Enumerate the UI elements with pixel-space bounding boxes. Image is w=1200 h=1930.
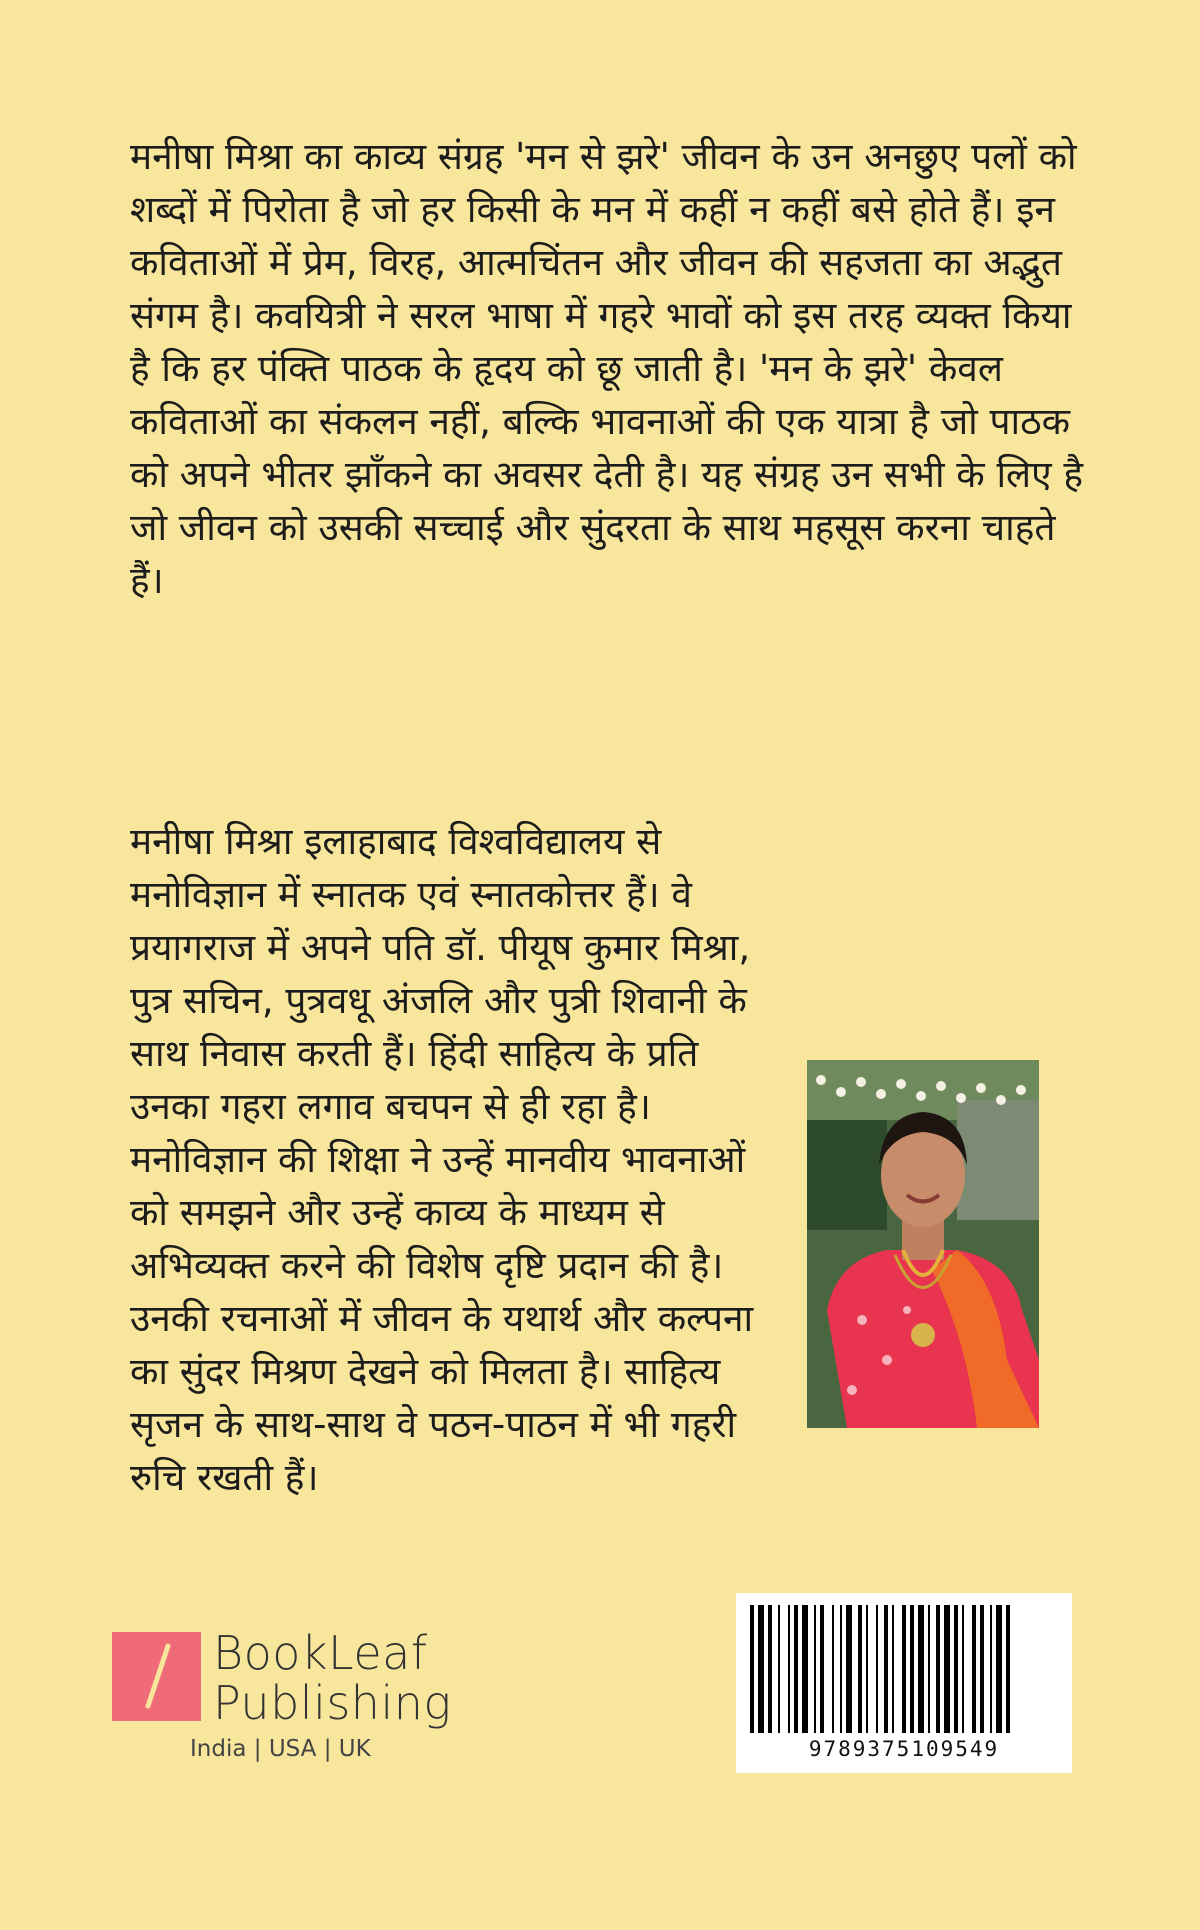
barcode-bar — [788, 1605, 790, 1733]
barcode-bar — [840, 1605, 842, 1733]
barcode-bar — [902, 1605, 906, 1733]
barcode-bar — [972, 1605, 976, 1733]
publisher-name-line2: Publishing — [213, 1676, 452, 1730]
book-blurb: मनीषा मिश्रा का काव्य संग्रह 'मन से झरे' जीवन के उन अनछुए पलों को शब्दों में पिरोता है जो हर किसी के मन में कहीं न कहीं बसे होते हैं। इन कविताओं में प्रेम, विरह, आत्मचिंतन और जीवन की सहजता का अद्भुत संगम है। कवयित्री ने सरल भाषा में गहरे भावों को इस तरह व्यक्त किया है कि हर पंक्ति पाठक के हृदय को छू जाती है। 'मन के झरे' केवल कविताओं का संकलन नहीं, बल्कि भावनाओं की एक यात्रा है जो पाठक को अपने भीतर झाँकने का अवसर देती है। यह संग्रह उन सभी के लिए है जो जीवन को उसकी सच्चाई और सुंदरता के साथ महसूस करना चाहते हैं। — [130, 135, 1084, 602]
barcode-bar — [814, 1605, 816, 1733]
barcode-bar — [832, 1605, 834, 1733]
publisher-name-line1: BookLeaf — [213, 1626, 428, 1680]
barcode-bar — [928, 1605, 930, 1733]
barcode-bar — [980, 1605, 984, 1733]
author-photo — [807, 1060, 1039, 1428]
barcode-bar — [936, 1605, 940, 1733]
barcode-bar — [802, 1605, 808, 1733]
publisher-logo-block — [112, 1628, 452, 1768]
barcode-bar — [962, 1605, 964, 1733]
barcode-bar — [990, 1605, 992, 1733]
barcode-bar — [858, 1605, 862, 1733]
barcode-bar — [876, 1605, 878, 1733]
isbn-number: 9789375109549 — [808, 1737, 1000, 1761]
barcode-bar — [846, 1605, 852, 1733]
barcode-bar — [768, 1605, 772, 1733]
slash-icon — [138, 1642, 178, 1710]
author-bio: मनीषा मिश्रा इलाहाबाद विश्वविद्यालय से मनोविज्ञान में स्नातक एवं स्नातकोत्तर हैं। वे प्रयागराज में अपने पति डॉ. पीयूष कुमार मिश्रा, पुत्र सचिन, पुत्रवधू अंजलि और पुत्री शिवानी के साथ निवास करती हैं। हिंदी साहित्य के प्रति उनका गहरा लगाव बचपन से ही रहा है। मनोविज्ञान की शिक्षा ने उन्हें मानवीय भावनाओं को समझने और उन्हें काव्य के माध्यम से अभिव्यक्त करने की विशेष दृष्टि प्रदान की है। उनकी रचनाओं में जीवन के यथार्थ और कल्पना का सुंदर मिश्रण देखने को मिलता है। साहित्य सृजन के साथ-साथ वे पठन-पाठन में भी गहरी रुचि रखती हैं। — [130, 820, 754, 1499]
barcode-bar — [778, 1605, 780, 1733]
barcode-bar — [794, 1605, 798, 1733]
barcode-bar — [750, 1605, 754, 1733]
barcode-bar — [892, 1605, 894, 1733]
barcode-bar — [944, 1605, 950, 1733]
publisher-name — [213, 1628, 452, 1728]
barcode-bar — [996, 1605, 1002, 1733]
barcode-bar — [954, 1605, 958, 1733]
publisher-regions: India | USA | UK — [190, 1736, 371, 1762]
barcode-bar — [884, 1605, 888, 1733]
barcode-bar — [820, 1605, 824, 1733]
publisher-logo-mark — [112, 1632, 201, 1721]
barcode-bar — [866, 1605, 868, 1733]
barcode-bar — [910, 1605, 914, 1733]
barcode-bar — [758, 1605, 764, 1733]
barcode-bars — [746, 1605, 1062, 1733]
isbn-barcode — [736, 1593, 1072, 1773]
barcode-bar — [1006, 1605, 1010, 1733]
barcode-bar — [918, 1605, 924, 1733]
